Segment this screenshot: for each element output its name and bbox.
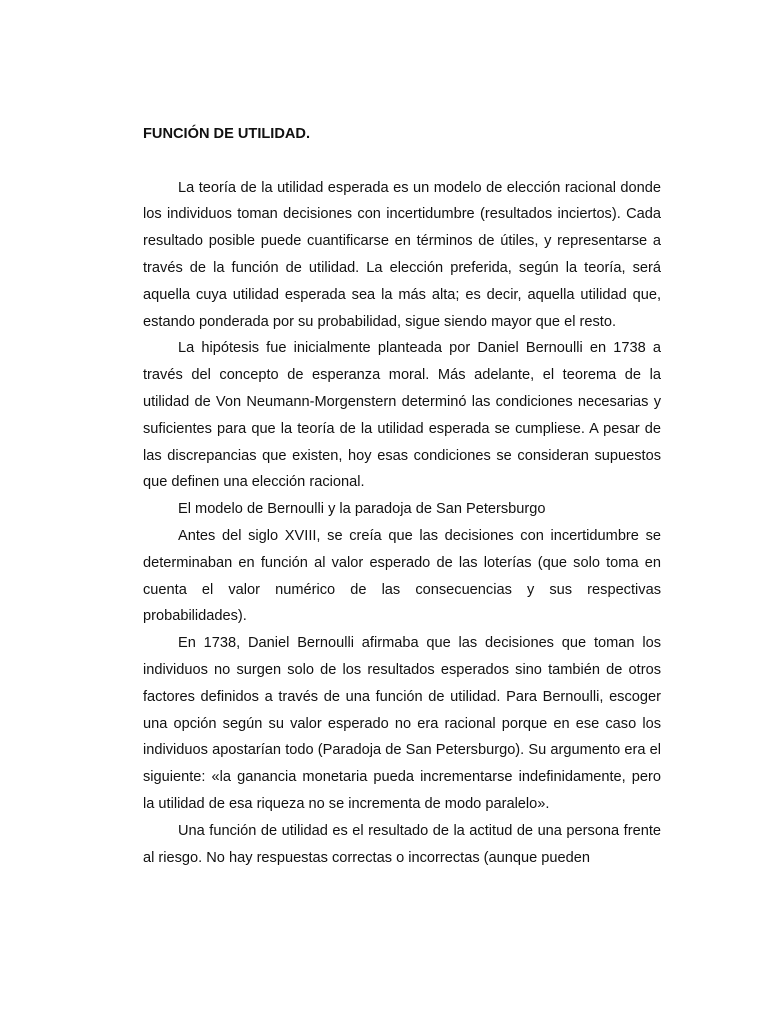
document-page xyxy=(143,121,661,871)
paragraph-bernoulli-1738: En 1738, Daniel Bernoulli afirmaba que las decisiones que toman los individuos no surgen solo de los resultados esperados sino también de otros factores definidos a través de una función de utilidad. Para Bernoulli, escoger una opción según su valor esperado no era racional porque en ese caso los individuos apostarían todo (Paradoja de San Petersburgo). Su argumento era el siguiente: «la ganancia monetaria pueda incrementarse indefinidamente, pero la utilidad de esa riqueza no se incrementa de modo paralelo». xyxy=(143,635,661,812)
paragraph-utility-function: Una función de utilidad es el resultado de la actitud de una persona frente al riesgo. No hay respuestas correctas o incorrectas (aunque pueden xyxy=(143,822,661,866)
document-heading: FUNCIÓN DE UTILIDAD. xyxy=(143,126,311,142)
paragraph-utility-theory: La teoría de la utilidad esperada es un modelo de elección racional donde los individuos toman decisiones con incertidumbre (resultados inciertos). Cada resultado posible puede cuantificarse en términos de útiles, y representarse a través de la función de utilidad. La elección preferida, según la teoría, será aquella cuya utilidad esperada sea la más alta; es decir, aquella utilidad que, estando ponderada por su probabilidad, sigue siendo mayor que el resto. xyxy=(143,179,661,330)
paragraph-hypothesis: La hipótesis fue inicialmente planteada por Daniel Bernoulli en 1738 a través del concepto de esperanza moral. Más adelante, el teorema de la utilidad de Von Neumann-Morgenstern determinó las condiciones necesarias y suficientes para que la teoría de la utilidad esperada se cumpliese. A pesar de las discrepancias que existen, hoy esas condiciones se consideran supuestos que definen una elección racional. xyxy=(143,340,661,491)
subheading-bernoulli-model: El modelo de Bernoulli y la paradoja de San Petersburgo xyxy=(178,501,546,518)
paragraph-before-xviii: Antes del siglo XVIII, se creía que las decisiones con incertidumbre se determinaban en función al valor esperado de las loterías (que solo toma en cuenta el valor numérico de las consecuencias y sus respectivas probabilidades). xyxy=(143,527,661,625)
